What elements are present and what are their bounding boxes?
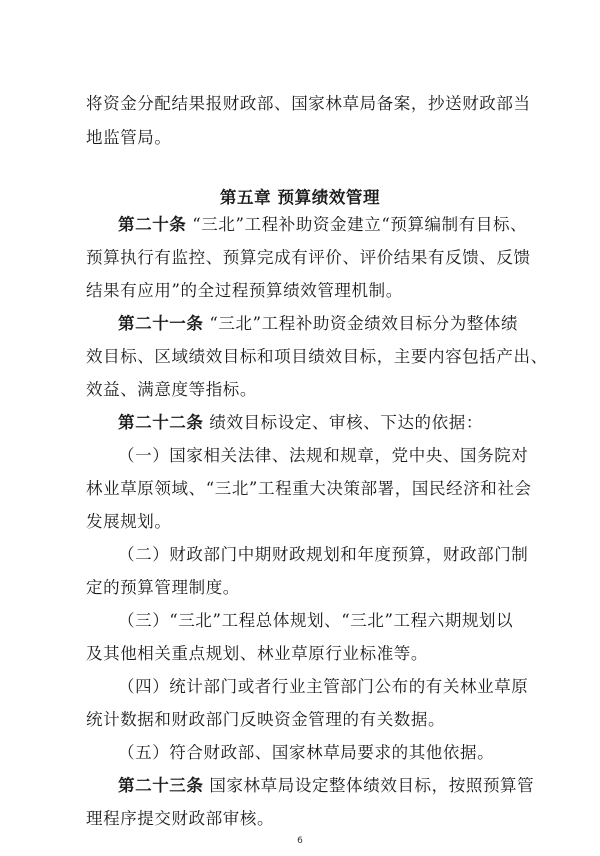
article-22-line xyxy=(118,413,528,433)
chapter-title: 第五章 预算绩效管理 xyxy=(219,188,381,207)
article-text: 绩效目标设定、审核、下达的依据： xyxy=(203,413,483,432)
article-heading: 第二十三条 xyxy=(118,776,204,795)
list-item-5: （五）符合财政部、国家林草局要求的其他依据。 xyxy=(118,743,495,762)
list-item-4: （四）统计部门或者行业主管部门公布的有关林业草原 xyxy=(118,677,529,696)
article-heading: 第二十条 xyxy=(118,215,187,234)
paragraph-line: 效目标、区域绩效目标和项目绩效目标，主要内容包括产出、 xyxy=(86,347,548,366)
article-text: 国家林草局设定整体绩效目标，按照预算管 xyxy=(203,776,535,795)
list-item-2: （二）财政部门中期财政规划和年度预算，财政部门制 xyxy=(118,545,529,564)
paragraph-line: 结果有应用”的全过程预算绩效管理机制。 xyxy=(86,281,403,300)
list-item-3: （三）“三北”工程总体规划、“三北”工程六期规划以 xyxy=(118,611,514,630)
article-20-line xyxy=(118,215,528,235)
paragraph-line: 统计数据和财政部门反映资金管理的有关数据。 xyxy=(86,710,446,729)
paragraph-line: 将资金分配结果报财政部、国家林草局备案，抄送财政部当 xyxy=(86,94,531,113)
paragraph-line: 发展规划。 xyxy=(86,512,172,531)
article-heading: 第二十一条 xyxy=(118,314,204,333)
list-item-1: （一）国家相关法律、法规和规章，党中央、国务院对 xyxy=(118,446,529,465)
page-number: 6 xyxy=(297,836,303,846)
paragraph-line: 地监管局。 xyxy=(86,128,172,147)
paragraph-line: 预算执行有监控、预算完成有评价、评价结果有反馈、反馈 xyxy=(86,248,531,267)
paragraph-line: 及其他相关重点规划、林业草原行业标准等。 xyxy=(86,644,428,663)
article-heading: 第二十二条 xyxy=(118,413,204,432)
article-21-line xyxy=(118,314,528,334)
article-text: “三北”工程补助资金绩效目标分为整体绩 xyxy=(203,314,519,333)
paragraph-line: 林业草原领域、“三北”工程重大决策部署，国民经济和社会 xyxy=(86,479,532,498)
article-23-line xyxy=(118,776,535,796)
paragraph-line: 理程序提交财政部审核。 xyxy=(86,809,275,828)
article-text: “三北”工程补助资金建立“预算编制有目标、 xyxy=(186,215,528,234)
paragraph-line: 效益、满意度等指标。 xyxy=(86,380,257,399)
paragraph-line: 定的预算管理制度。 xyxy=(86,578,240,597)
